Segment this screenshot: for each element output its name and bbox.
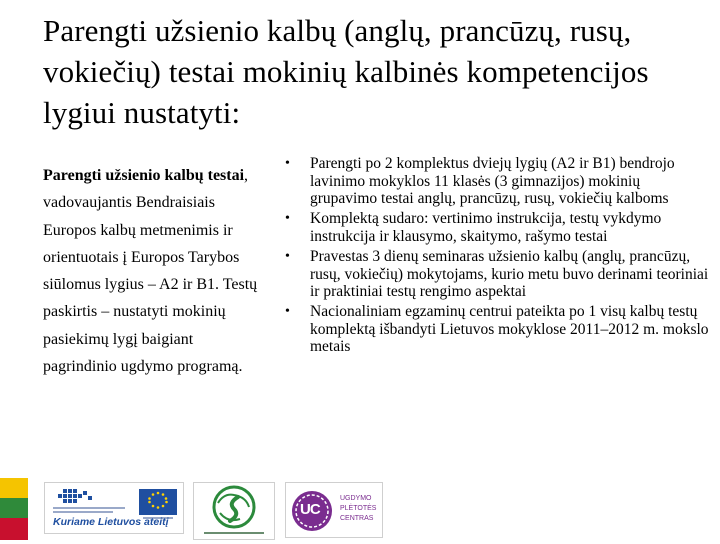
bullet-item	[283, 303, 711, 356]
eu-funding-logo	[44, 482, 184, 534]
bullet-item	[283, 248, 711, 301]
bullet-item	[283, 155, 711, 208]
flag-stripe-green	[0, 498, 28, 518]
nec-logo	[193, 482, 275, 540]
bullet-text: Parengti po 2 komplektus dviejų lygių (A2 ir B1) bendrojo lavinimo mokyklos 11 klasės (3 gimnazijos) mokinių grupavimo testai anglų, prancūzų, rusų, vokiečių kalboms	[310, 155, 675, 208]
footer-logos	[0, 478, 720, 540]
bullet-glyph: •	[285, 304, 290, 320]
bullet-item	[283, 210, 711, 245]
left-body-text: , vadovaujantis Bendraisiais Europos kalbų metmenimis ir orientuotais į Europos Tarybos siūlomus lygius – A2 ir B1. Testų paskirtis – nustatyti mokinių pasiekimų lygį baigiant pagrindinio ugdymo programą.	[43, 167, 258, 376]
bullet-glyph: •	[285, 248, 290, 264]
bullet-list	[283, 155, 711, 359]
slogan-text: Kuriame Lietuvos ateitį	[53, 516, 169, 528]
bullet-text: Pravestas 3 dienų seminaras užsienio kalbų (anglų, prancūzų, rusų, vokiečių) mokytojams, kurio metu buvo derinami teoriniai ir praktiniai testų rengimo aspektai	[310, 247, 709, 301]
upc-word-3: CENTRAS	[340, 515, 374, 522]
slide-title: Parengti užsienio kalbų (anglų, prancūzų, rusų, vokiečių) testai mokinių kalbinės kompetencijos lygiui nustatyti:	[43, 13, 649, 130]
upc-mark: UC	[300, 501, 320, 518]
flag-stripe-yellow	[0, 478, 28, 498]
upc-word-2: PLĖTOTĖS	[340, 505, 377, 512]
flag-stripe-red	[0, 518, 28, 540]
bullet-glyph: •	[285, 211, 290, 227]
bullet-glyph: •	[285, 156, 290, 171]
nec-emblem-icon	[194, 483, 274, 539]
upc-word-1: UGDYMO	[340, 495, 372, 502]
bullet-text: Nacionaliniam egzaminų centrui pateikta po 1 visų kalbų testų komplektą išbandyti Lietuvos mokyklose 2011–2012 m. mokslo metais	[310, 303, 709, 356]
left-bold-lead: Parengti užsienio kalbų testai	[43, 167, 245, 184]
upc-wordmark	[340, 494, 376, 524]
bullet-text: Komplektą sudaro: vertinimo instrukcija, testų vykdymo instrukcija ir klausymo, skaitymo, rašymo testai	[310, 210, 662, 245]
upc-logo	[285, 482, 383, 538]
left-text-block	[43, 162, 258, 380]
